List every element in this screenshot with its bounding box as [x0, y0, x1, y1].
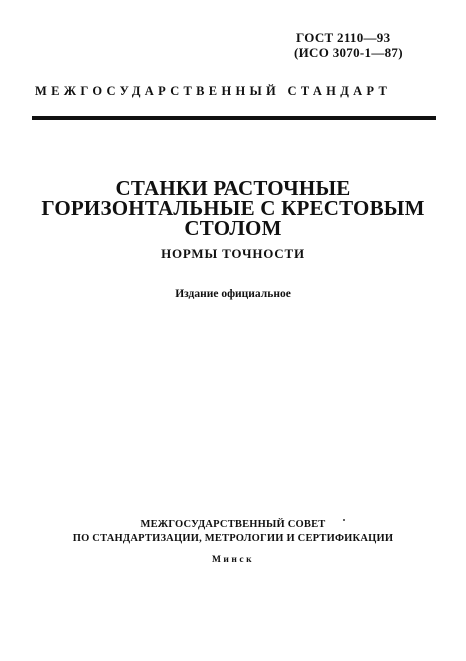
header-divider — [32, 116, 436, 120]
publication-city: Минск — [211, 555, 255, 565]
document-title — [0, 178, 466, 238]
publisher-line-2: ПО СТАНДАРТИЗАЦИИ, МЕТРОЛОГИИ И СЕРТИФИКАЦИИ — [72, 533, 394, 544]
title-line-3: СТОЛОМ — [184, 216, 282, 240]
edition-note: Издание официальное — [175, 288, 291, 300]
title-line-2: ГОРИЗОНТАЛЬНЫЕ С КРЕСТОВЫМ — [41, 196, 425, 220]
document-code — [296, 30, 405, 60]
publisher — [0, 518, 466, 546]
document-subtitle: НОРМЫ ТОЧНОСТИ — [161, 246, 305, 261]
gost-number: ГОСТ 2110—93 — [296, 30, 391, 45]
standard-type-heading: МЕЖГОСУДАРСТВЕННЫЙ СТАНДАРТ — [35, 84, 392, 98]
publisher-line-1: МЕЖГОСУДАРСТВЕННЫЙ СОВЕТ — [140, 519, 326, 530]
iso-number: (ИСО 3070-1—87) — [294, 45, 403, 60]
title-line-1: СТАНКИ РАСТОЧНЫЕ — [115, 176, 351, 200]
